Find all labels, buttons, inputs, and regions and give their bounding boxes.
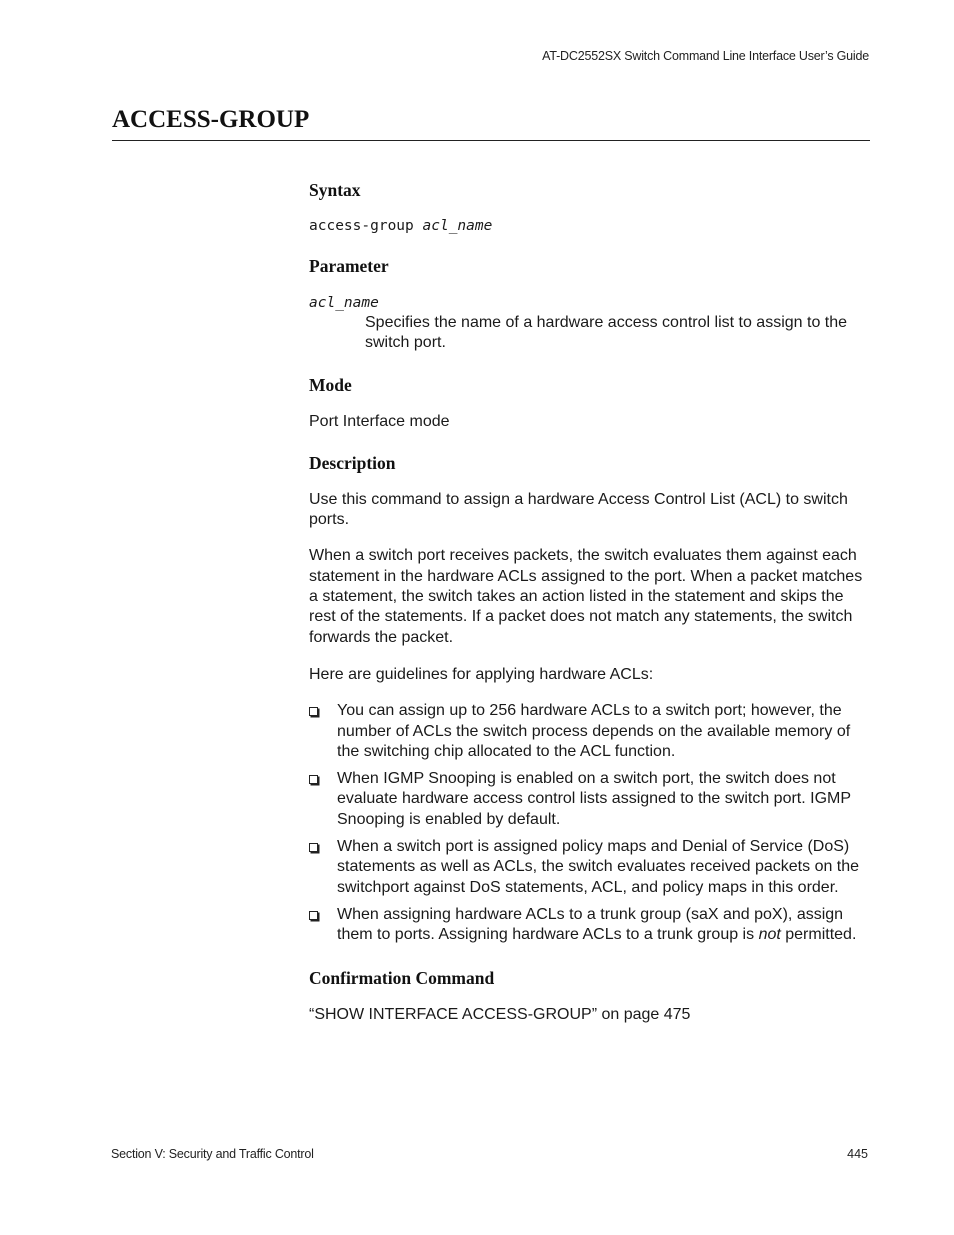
parameter-description: Specifies the name of a hardware access control list to assign to the switch port.	[365, 314, 848, 352]
list-item: When IGMP Snooping is enabled on a switch port, the switch does not evaluate hardware access control lists assigned to the switch port. IGMP Snooping is enabled by default.	[309, 769, 871, 830]
syntax-heading: Syntax	[309, 180, 361, 200]
syntax-argument: acl_name	[422, 218, 493, 234]
mode-text: Port Interface mode	[309, 412, 450, 430]
description-paragraph-2: When a switch port receives packets, the switch evaluates them against each statement in the hardware ACLs assigned to the port. When a packet matches a statement, the switch takes an action listed in the statement and skips the rest of the statements. If a packet does not match any statements, the switch forwards the packet.	[309, 547, 863, 646]
checkbox-bullet-icon	[309, 911, 318, 920]
main-content	[309, 178, 871, 1025]
description-paragraph-1: Use this command to assign a hardware Access Control List (ACL) to switch ports.	[309, 490, 848, 529]
checkbox-bullet-icon	[309, 843, 318, 852]
parameter-name: acl_name	[309, 295, 379, 311]
guidelines-list	[309, 701, 871, 945]
list-item: You can assign up to 256 hardware ACLs to a switch port; however, the number of ACLs the switch process depends on the available memory of the switching chip allocated to the ACL function.	[309, 701, 871, 762]
description-heading: Description	[309, 452, 396, 473]
confirmation-link[interactable]: “SHOW INTERFACE ACCESS-GROUP” on page 475	[309, 1005, 691, 1023]
list-item: When assigning hardware ACLs to a trunk group (saX and poX), assign them to ports. Assigning hardware ACLs to a trunk group is not permitted.	[309, 905, 871, 946]
mode-heading: Mode	[309, 374, 352, 395]
footer-page-number: 445	[847, 1147, 868, 1161]
page-title: ACCESS-GROUP	[112, 106, 310, 133]
emphasis-not: not	[758, 926, 781, 944]
checkbox-bullet-icon	[309, 775, 318, 784]
footer-section: Section V: Security and Traffic Control	[111, 1147, 314, 1161]
title-rule	[112, 140, 870, 141]
confirmation-heading: Confirmation Command	[309, 967, 495, 988]
parameter-heading: Parameter	[309, 256, 389, 276]
syntax-command: access-group	[309, 218, 414, 234]
checkbox-bullet-icon	[309, 707, 318, 716]
description-paragraph-3: Here are guidelines for applying hardware ACLs:	[309, 665, 654, 683]
list-item: When a switch port is assigned policy maps and Denial of Service (DoS) statements as well as ACLs, the switch evaluates received packets on the switchport against DoS statements, ACL, and policy maps in this order.	[309, 837, 871, 898]
running-header: AT-DC2552SX Switch Command Line Interface User’s Guide	[542, 49, 869, 63]
syntax-line	[309, 216, 871, 236]
